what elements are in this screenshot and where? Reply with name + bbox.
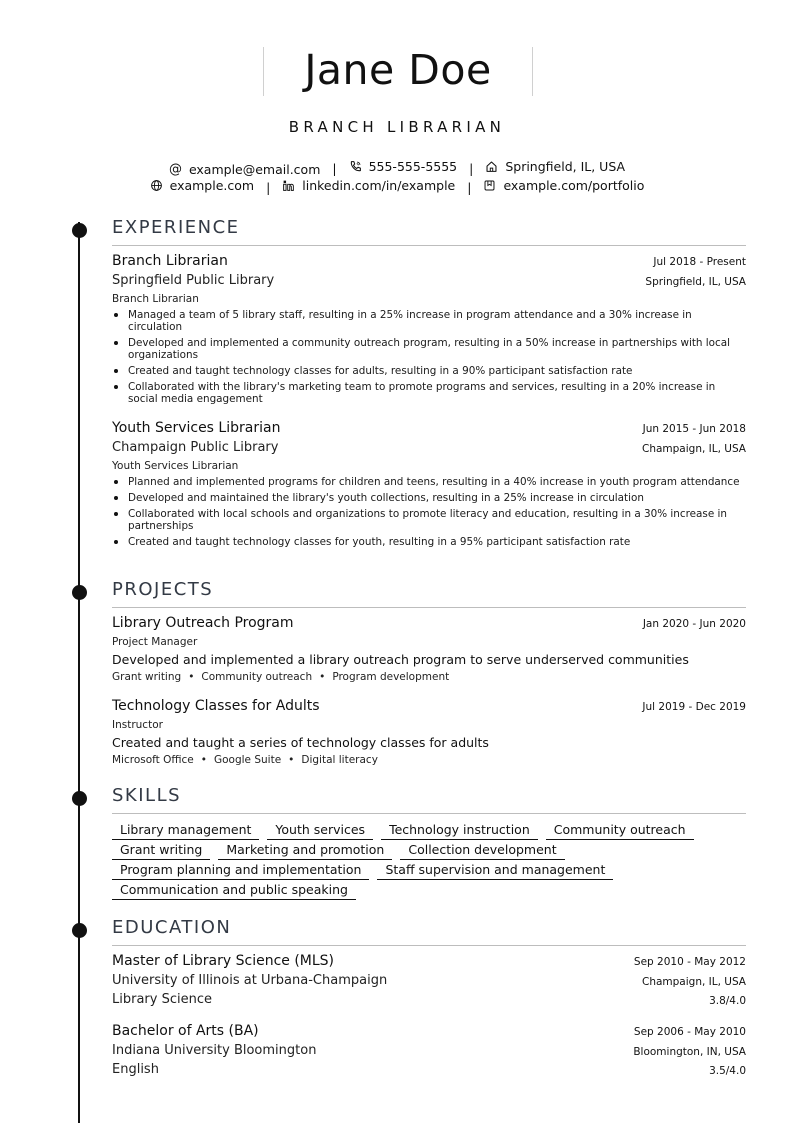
skills-row: [112, 862, 752, 882]
skill-tag: Youth services: [267, 822, 373, 840]
portfolio-icon: [483, 179, 496, 192]
experience-subtitle: Branch Librarian: [112, 293, 199, 305]
timeline-line: [78, 222, 80, 1123]
education-school: Indiana University Bloomington: [112, 1043, 317, 1058]
website-text: example.com: [169, 178, 255, 193]
bullet-item: Developed and implemented a community outreach program, resulting in a 50% increase in partnerships with local organizations: [112, 337, 746, 361]
project-tag: Community outreach: [201, 671, 313, 683]
bullet-item: Planned and implemented programs for children and teens, resulting in a 40% increase in youth program attendance: [112, 476, 746, 488]
home-icon: [485, 160, 498, 173]
education-date: Sep 2010 - May 2012: [633, 956, 746, 968]
separator: |: [467, 180, 472, 195]
portfolio-text: example.com/portfolio: [503, 178, 645, 193]
experience-location: Champaign, IL, USA: [641, 443, 746, 455]
project-date: Jul 2019 - Dec 2019: [642, 701, 746, 713]
project-role: Project Manager: [112, 636, 198, 648]
education-school: University of Illinois at Urbana-Champaign: [112, 973, 388, 988]
project-tag: Grant writing: [112, 671, 182, 683]
education-gpa: 3.5/4.0: [709, 1065, 746, 1077]
education-gpa: 3.8/4.0: [709, 995, 746, 1007]
section-heading-experience: EXPERIENCE: [112, 218, 746, 246]
website-item[interactable]: [150, 178, 254, 193]
education-date: Sep 2006 - May 2010: [633, 1026, 746, 1038]
separator: |: [332, 161, 337, 176]
phone-icon: [349, 160, 362, 173]
contact-line-1: [0, 159, 794, 177]
education-field: English: [112, 1062, 159, 1077]
experience-role: Youth Services Librarian: [112, 420, 281, 436]
experience-date: Jun 2015 - Jun 2018: [642, 423, 746, 435]
education-degree: Master of Library Science (MLS): [112, 953, 335, 969]
section-heading-education: EDUCATION: [112, 918, 746, 946]
skill-tag: Program planning and implementation: [112, 862, 369, 880]
education-field: Library Science: [112, 992, 212, 1007]
phone-text: 555-555-5555: [368, 159, 458, 174]
candidate-name: Jane Doe: [304, 46, 492, 94]
project-name: Library Outreach Program: [112, 615, 294, 631]
project-tags: Microsoft Office • Google Suite • Digital literacy: [112, 754, 378, 766]
section-heading-projects: PROJECTS: [112, 580, 746, 608]
project-tag: Google Suite: [213, 754, 282, 766]
project-description: Developed and implemented a library outreach program to serve underserved communities: [112, 652, 689, 667]
bullet-item: Managed a team of 5 library staff, resulting in a 25% increase in program attendance and a 30% increase in circulation: [112, 309, 746, 333]
project-tag: Digital literacy: [301, 754, 378, 766]
portfolio-item[interactable]: [483, 178, 644, 193]
bullet-item: Developed and maintained the library's youth collections, resulting in a 25% increase in circulation: [112, 492, 746, 504]
globe-icon: [150, 179, 163, 192]
linkedin-item[interactable]: [282, 178, 455, 193]
location-text: Springfield, IL, USA: [505, 159, 626, 174]
skill-tag: Collection development: [400, 842, 564, 860]
project-tag: Program development: [332, 671, 450, 683]
contact-line-2: [0, 178, 794, 195]
timeline-dot-skills: [72, 791, 87, 806]
email-item[interactable]: [169, 162, 320, 177]
timeline-dot-education: [72, 923, 87, 938]
skill-tag: Marketing and promotion: [218, 842, 392, 860]
project-description: Created and taught a series of technology classes for adults: [112, 735, 489, 750]
bullet-item: Created and taught technology classes for adults, resulting in a 90% participant satisfaction rate: [112, 365, 746, 377]
bullet-item: Created and taught technology classes for youth, resulting in a 95% participant satisfaction rate: [112, 536, 746, 548]
skill-tag: Communication and public speaking: [112, 882, 356, 900]
project-date: Jan 2020 - Jun 2020: [642, 618, 746, 630]
experience-role: Branch Librarian: [112, 253, 228, 269]
education-location: Bloomington, IN, USA: [633, 1046, 746, 1058]
phone-item[interactable]: [349, 159, 458, 174]
skill-tag: Library management: [112, 822, 259, 840]
skill-tag: Community outreach: [546, 822, 694, 840]
project-tags: Grant writing • Community outreach • Program development: [112, 671, 450, 683]
skill-tag: Grant writing: [112, 842, 210, 860]
separator: |: [469, 161, 474, 176]
experience-date: Jul 2018 - Present: [653, 256, 746, 268]
skill-tag: Technology instruction: [381, 822, 538, 840]
education-location: Champaign, IL, USA: [641, 976, 746, 988]
project-role: Instructor: [112, 719, 163, 731]
skill-tag: Staff supervision and management: [377, 862, 613, 880]
skills-row: [112, 882, 752, 902]
linkedin-text: linkedin.com/in/example: [302, 178, 456, 193]
timeline-dot-experience: [72, 223, 87, 238]
experience-subtitle: Youth Services Librarian: [112, 460, 239, 472]
location-item: [485, 159, 625, 174]
bullet-item: Collaborated with the library's marketing team to promote programs and services, resulting in a 20% increase in social media engagement: [112, 381, 746, 405]
experience-org: Springfield Public Library: [112, 273, 275, 288]
timeline-dot-projects: [72, 585, 87, 600]
linkedin-icon: [282, 179, 295, 192]
bullet-item: Collaborated with local schools and organizations to promote literacy and education, resulting in a 30% increase in partnerships: [112, 508, 746, 532]
project-tag: Microsoft Office: [112, 754, 194, 766]
skills-row: [112, 842, 752, 862]
separator: |: [266, 180, 271, 195]
email-text: example@email.com: [188, 162, 321, 177]
experience-bullets: [112, 476, 746, 552]
experience-org: Champaign Public Library: [112, 440, 279, 455]
email-icon: @: [168, 162, 182, 177]
education-degree: Bachelor of Arts (BA): [112, 1023, 259, 1039]
section-heading-skills: SKILLS: [112, 786, 746, 814]
experience-bullets: [112, 309, 746, 409]
project-name: Technology Classes for Adults: [112, 698, 320, 714]
experience-location: Springfield, IL, USA: [645, 276, 746, 288]
name-box: [263, 47, 533, 96]
skills-list: [112, 822, 752, 902]
job-title: BRANCH LIBRARIAN: [288, 118, 506, 136]
skills-row: [112, 822, 752, 842]
